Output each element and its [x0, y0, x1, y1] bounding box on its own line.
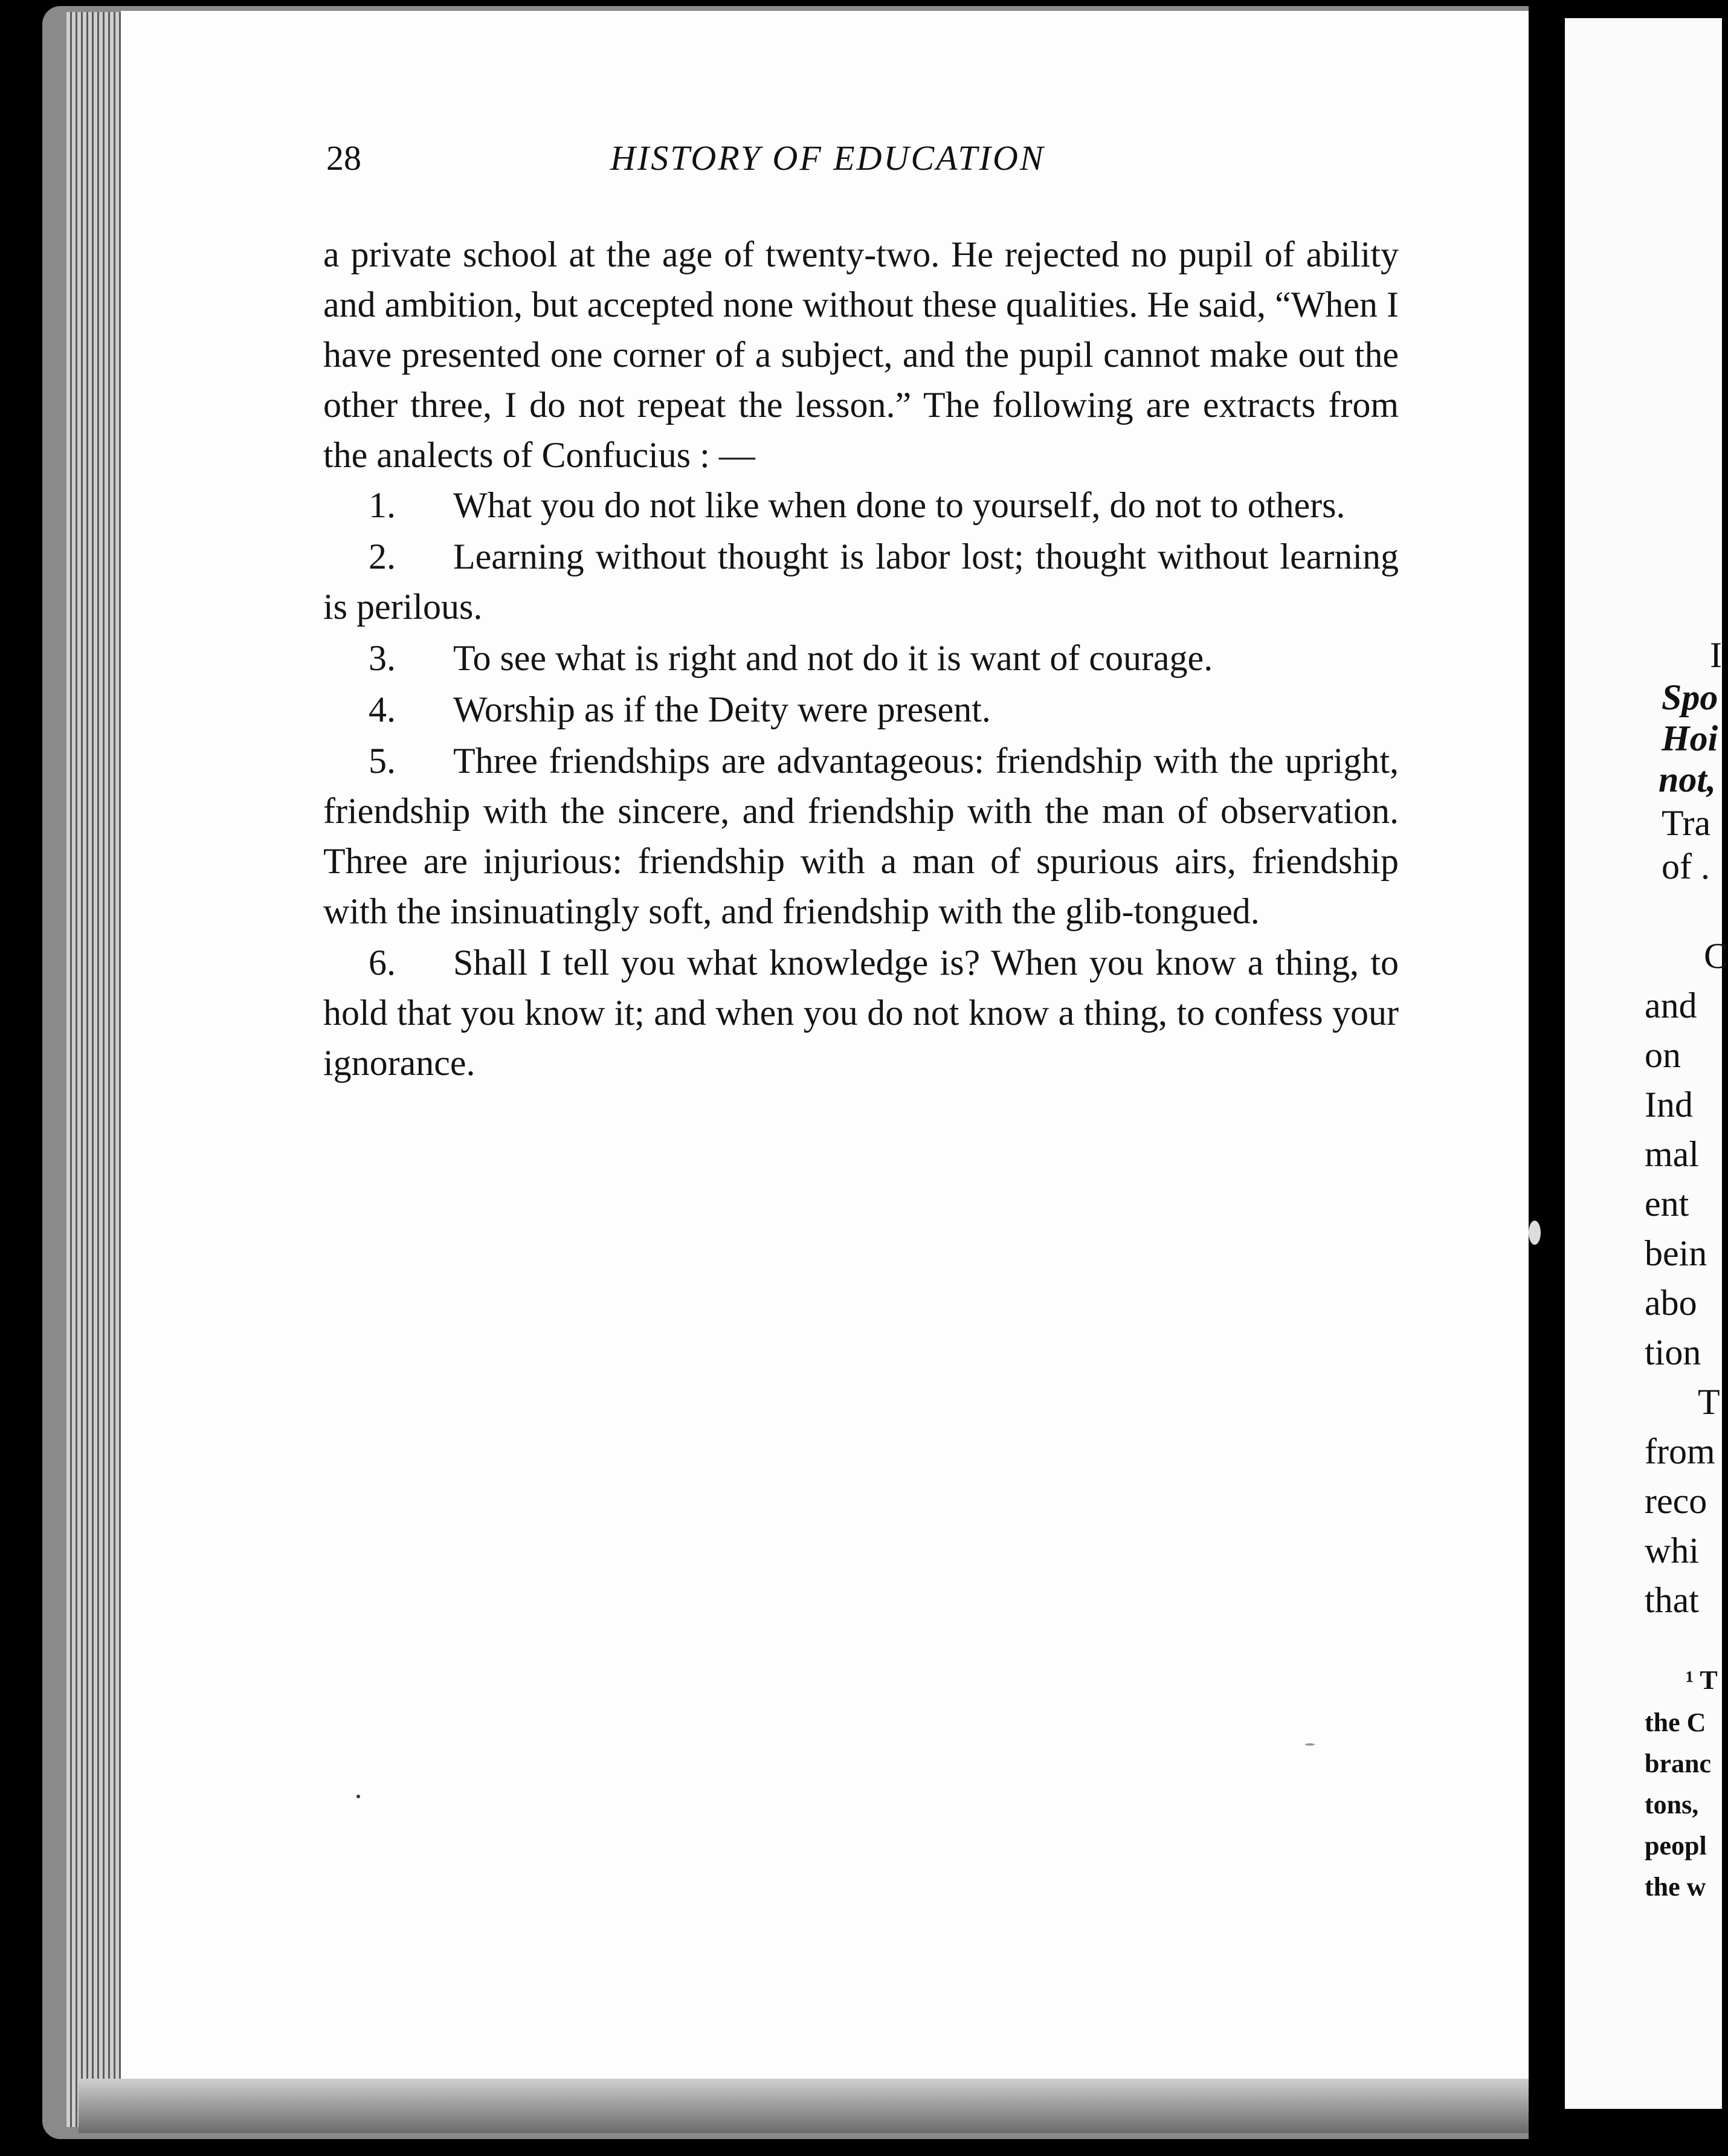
right-fragment: tion: [1645, 1332, 1701, 1372]
scan-speck: [1529, 1221, 1541, 1245]
right-fragment: from: [1645, 1431, 1715, 1471]
body-text: [323, 230, 1399, 1088]
item-text: To see what is right and not do it is want of courage.: [453, 638, 1213, 678]
right-footnote-fragment: the w: [1645, 1872, 1706, 1902]
item-text: Three friendships are advantageous: friendship with the upright, friendship with the sincere, and friendship with the man of observation. Three are injurious: friendship with a man of spurious airs, friendship with the insinuatingly soft, and friendship with the glib-tongued.: [323, 741, 1399, 931]
analect-item-2: [323, 532, 1399, 632]
item-text: Worship as if the Deity were present.: [453, 689, 991, 729]
analect-item-4: [323, 685, 1399, 735]
item-text: What you do not like when done to yourself, do not to others.: [453, 485, 1346, 525]
right-fragment: Tra: [1662, 803, 1711, 843]
item-number: 6.: [369, 943, 396, 983]
analect-item-5: [323, 736, 1399, 937]
right-fragment: of .: [1662, 847, 1710, 886]
right-fragment: Hoi: [1662, 718, 1718, 758]
book-gutter: [1529, 0, 1565, 2156]
running-head: [326, 138, 1124, 186]
item-number: 3.: [369, 638, 396, 678]
right-fragment: C: [1704, 936, 1728, 976]
right-fragment: that: [1645, 1580, 1699, 1620]
analect-item-3: [323, 633, 1399, 683]
right-footnote-fragment: ¹ T: [1686, 1665, 1718, 1695]
item-text: Learning without thought is labor lost; thought without learning is perilous.: [323, 537, 1399, 627]
scan-speck: [356, 1795, 360, 1798]
analect-item-1: [323, 480, 1399, 531]
page-bottom-shadow: [79, 2079, 1541, 2133]
right-fragment: and: [1645, 986, 1697, 1025]
right-fragment: ent: [1645, 1184, 1689, 1224]
right-fragment: T: [1698, 1382, 1720, 1422]
right-fragment: Ind: [1645, 1085, 1693, 1125]
item-number: 4.: [369, 689, 396, 729]
page-number: 28: [326, 138, 361, 178]
right-footnote-fragment: peopl: [1645, 1831, 1707, 1861]
right-fragment: Spo: [1662, 677, 1718, 717]
running-title: HISTORY OF EDUCATION: [610, 138, 1045, 178]
item-number: 5.: [369, 741, 396, 781]
item-number: 2.: [369, 537, 396, 576]
right-fragment: mal: [1645, 1134, 1699, 1174]
analect-item-6: [323, 938, 1399, 1088]
right-footnote-fragment: tons,: [1645, 1790, 1699, 1819]
right-fragment: on: [1645, 1035, 1681, 1075]
right-fragment: bein: [1645, 1233, 1707, 1273]
right-fragment: reco: [1645, 1481, 1707, 1521]
right-fragment: whi: [1645, 1531, 1699, 1570]
page-stack-edge: [66, 12, 127, 2127]
scan-speck: [1305, 1743, 1315, 1746]
right-footnote-fragment: the C: [1645, 1708, 1706, 1737]
item-number: 1.: [369, 485, 396, 525]
right-fragment: not,: [1659, 760, 1717, 799]
right-fragment: I: [1710, 635, 1722, 675]
right-fragment: abo: [1645, 1283, 1697, 1323]
intro-paragraph: a private school at the age of twenty-two. He rejected no pupil of ability and ambition, but accepted none without these qualities. He said, “When I have presented one corner of a subject, and the pupil cannot make out the other three, I do not repeat the lesson.” The following are extracts from the analects of Confucius : —: [323, 234, 1399, 475]
item-text: Shall I tell you what knowledge is? When you know a thing, to hold that you know it; and when you do not know a thing, to confess your ignorance.: [323, 943, 1399, 1083]
right-footnote-fragment: branc: [1645, 1749, 1711, 1778]
